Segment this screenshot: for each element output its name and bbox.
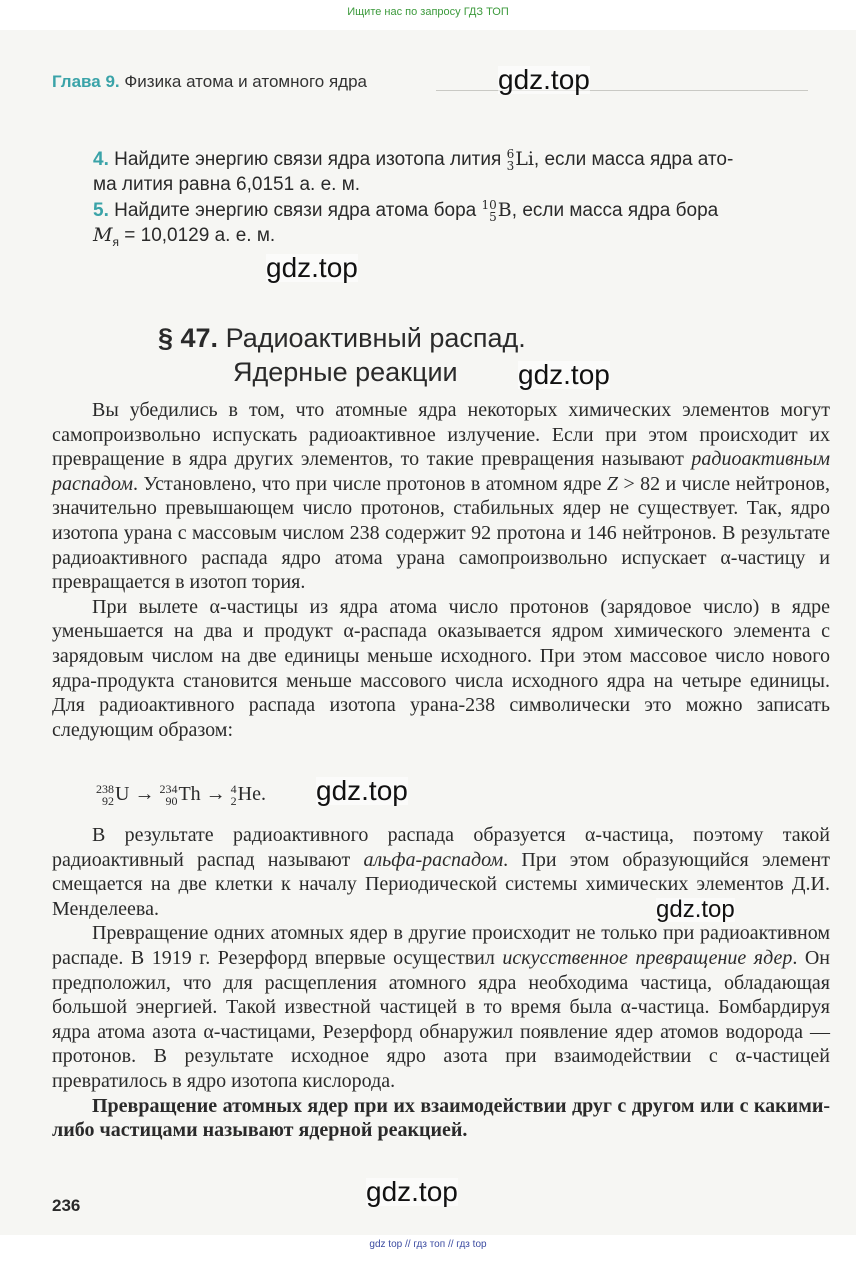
task-number: 4. xyxy=(93,149,109,170)
text: В результате радиоактивного распада образуется α-частица, поэтому такой радиоактивный распад называют xyxy=(52,824,830,871)
term: альфа-распадом xyxy=(363,848,504,871)
task-text: Найдите энергию связи ядра изотопа лития xyxy=(114,149,507,170)
text: При вылете α-частицы из ядра атома число протонов (зарядовое число) в ядре уменьшается на два и продукт α-распада оказывается ядром химического элемента с зарядовым числом на две единицы меньше исходного. При этом массовое число нового ядра-продукта становится меньше массового числа исходного ядра на четыре единицы. Для радиоактивного распада изотопа урана-238 символически это можно записать следующим образом: xyxy=(52,595,830,741)
chapter-number: Глава 9. xyxy=(52,72,120,91)
mass-symbol: M xyxy=(93,224,113,246)
mass-number: 234 xyxy=(159,782,178,797)
bottom-banner[interactable]: gdz top // гдз топ // гдз top xyxy=(369,1239,487,1250)
watermark: gdz.top xyxy=(656,896,735,923)
top-banner[interactable]: Ищите нас по запросу ГДЗ ТОП xyxy=(347,6,509,18)
watermark: gdz.top xyxy=(498,64,590,95)
isotope-b xyxy=(482,198,512,223)
element-symbol: U xyxy=(115,783,130,805)
element-symbol: He. xyxy=(237,783,266,805)
term: радиоактивным распадом xyxy=(52,448,830,495)
isotope-symbol: Li xyxy=(515,148,534,170)
variable: Z xyxy=(606,472,619,495)
task-text: Найдите энергию связи ядра атома бора xyxy=(114,200,482,221)
arrow-icon: → xyxy=(134,783,155,805)
text: . Установлено, что при числе протонов в атомном ядре xyxy=(133,472,607,495)
isotope-charge: 5 xyxy=(489,210,497,224)
task-text-after: , если масса ядра бора xyxy=(511,200,719,221)
nucleus-u xyxy=(96,780,129,808)
element-symbol: Th xyxy=(178,783,201,805)
isotope-symbol: B xyxy=(497,199,512,221)
task-number: 5. xyxy=(93,200,109,221)
watermark: gdz.top xyxy=(266,252,358,283)
page-number: 236 xyxy=(52,1196,81,1215)
isotope-li xyxy=(507,147,534,172)
text: > 82 и числе нейтронов, значительно превышающем число протонов, стабильных ядер не существует. Так, ядро изотопа урана с массовым числом 238 содержит 92 протона и 146 нейтронов. В результате радиоактивного распада ядро атома урана самопроизвольно испускает α-частицу и превращается в изотоп тория. xyxy=(52,472,830,594)
arrow-icon: → xyxy=(205,783,226,805)
nucleus-he xyxy=(231,780,266,808)
task-5 xyxy=(93,198,833,255)
chapter-header xyxy=(52,72,367,92)
isotope-charge: 3 xyxy=(506,159,515,173)
section-title-line2: Ядерные реакции xyxy=(233,357,458,387)
section-title-line1: Радиоактивный распад. xyxy=(225,323,526,353)
charge-number: 90 xyxy=(165,794,178,809)
paragraph xyxy=(52,921,830,1093)
charge-number: 2 xyxy=(230,794,237,809)
definition xyxy=(52,1094,830,1143)
mass-subscript: я xyxy=(112,234,119,249)
chapter-title: Физика атома и атомного ядра xyxy=(124,72,367,91)
definition-text: Превращение атомных ядер при их взаимодействии друг с другом или с какими-либо частицами называют ядерной реакцией. xyxy=(52,1094,830,1142)
watermark: gdz.top xyxy=(316,775,408,806)
section-title xyxy=(158,322,526,354)
isotope-mass: 10 xyxy=(481,198,497,212)
text: Вы убедились в том, что атомные ядра некоторых химических элементов могут самопроизвольно испускать радиоактивное излучение. Если при этом происходит их превращение в ядра других элементов, то такие превращения называют xyxy=(52,399,830,471)
task-text-line2: = 10,0129 а. е. м. xyxy=(118,225,276,246)
charge-number: 92 xyxy=(102,794,114,809)
task-4 xyxy=(93,147,833,197)
paragraph xyxy=(52,595,830,743)
body-block-a xyxy=(52,398,830,742)
text: . При этом образующийся элемент смещается на две клетки к началу Периодической системы химических элементов Д.И. Менделеева. xyxy=(52,848,831,920)
body-block-b xyxy=(52,823,830,1143)
mass-number: 238 xyxy=(96,782,114,797)
paragraph xyxy=(52,398,830,595)
text: Превращение одних атомных ядер в другие происходит не только при радиоактивном распаде. В 1919 г. Резерфорд впервые осуществил xyxy=(52,922,830,969)
header-divider xyxy=(436,90,808,91)
task-text-after: , если масса ядра ато- xyxy=(533,149,734,170)
nucleus-th xyxy=(159,780,200,808)
task-text-line2: ма лития равна 6,0151 а. е. м. xyxy=(93,174,361,195)
decay-formula xyxy=(96,780,266,808)
watermark: gdz.top xyxy=(518,359,610,390)
text: . Он предположил, что для расщепления атомного ядра необходима частица, обладающая большой энергией. Такой известной частицей в то время была α-частица. Бомбардируя ядра атома азота α-частицами, Резерфорд обнаружил появление ядер атомов водорода — протонов. В результате исходное ядро азота при взаимодействии с α-частицей превратилось в ядро изотопа кислорода. xyxy=(52,946,831,1092)
section-number: § 47. xyxy=(158,323,219,353)
watermark: gdz.top xyxy=(366,1176,458,1207)
mass-number: 4 xyxy=(230,782,237,797)
term: искусственное превращение ядер xyxy=(502,946,793,969)
isotope-mass: 6 xyxy=(506,147,515,161)
